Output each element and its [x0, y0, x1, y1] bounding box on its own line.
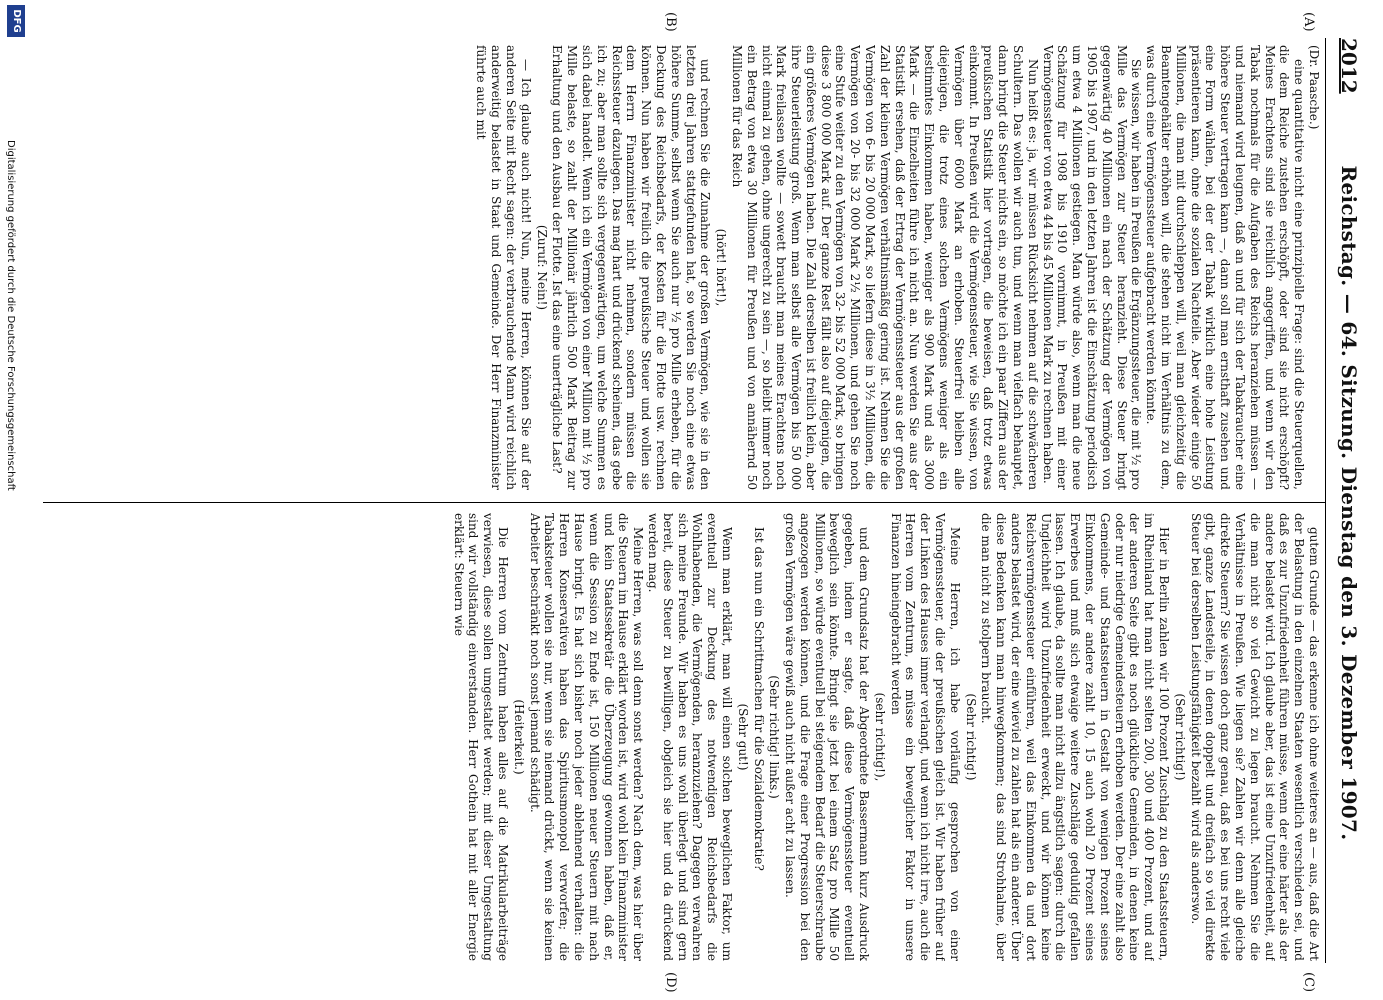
paragraph: Die Herren vom Zentrum haben alles auf die Matrikularbeiträge verwiesen, diese sollen umgestaltet werden; mit dieser Umgestaltung sind wir vollständig einverstanden. Herr Gothein hat mit aller Energie erklärt: Steuern wie — [451, 513, 510, 961]
left-column — [46, 45, 1321, 490]
interjection: (Sehr gut!) — [735, 703, 750, 771]
interjection: (Zuruf: Nein!) — [534, 224, 549, 311]
right-column — [46, 513, 1321, 961]
interjection: (Sehr richtig! links.) — [767, 675, 782, 799]
paragraph: Hier in Berlin zahlen wir 100 Prozent Zuschlag zu den Staatssteuern, im Rheinland hat man nicht selten 200, 300 und 400 Prozent, und auf der anderen Seite gibt es noch glückliche Gemeinden, in denen keine oder nur niedrige Gemeindesteuern erhoben werden. Der eine zahlt also Gemeinde- und Staatssteuern in Gestalt von wenigen Prozent seines Einkommens, der andere zahlt 10, 15 auch wohl 20 Prozent seines Erwerbes und muß sich etwaige weitere Zuschläge geduldig gefallen lassen. Ich glaube, da sollte man nicht allzu ängstlich sagen: durch die Ungleichheit wird Unzufriedenheit erweckt, und wir können keine Reichsvermögenssteuer einführen, weil das Einkommen da und dort anders belastet wird, der eine wieviel zu zahlen hat als ein anderer. Über diese Bedenken kann man hinwegkommen; das sind Strohhalme, über die man nicht zu stolpern braucht. — [979, 513, 1172, 961]
paragraph: Meine Herren, ich habe vorläufig gesprochen von einer Vermögenssteuer, die der preußischen gleich ist. Wir haben früher auf der Linken des Hauses immer verlangt, und wenn ich nicht irre, auch die Herren vom Zentrum, es müsse ein beweglicher Faktor in unsere Finanzen hineingebracht werden — [888, 513, 962, 961]
paragraph: eine quantitative nicht eine prinzipielle Frage: sind die Steuerquellen, die dem Reiche zustehen erschöpft, oder sind sie nicht erschöpft? Meines Erachtens sind sie reichlich angegriffen, und wenn wir den Tabak nochmals für die Aufgaben des Reichs heranziehen müssen — und niemand wird leugnen, daß an und für sich der Tabakraucher eine höhere Steuer vertragen kann —, dann soll man ernsthaft zusehen und eine Form wählen, bei der der Tabak wirklich eine hohe Leistung präsentieren kann, ohne die sozialen Nachteile. Aber wieder einige 50 Millionen, die man mit durchschleppen will, weil man gleichzeitig die Beamtengehälter erhöhen will, die stehen nicht im Verhältnis zu dem, was durch eine Vermögenssteuer aufgebracht werden könnte. — [1144, 45, 1307, 490]
paragraph: Sie wissen, wir haben in Preußen die Ergänzungssteuer, die mit ½ pro Mille das Vermögen zur Steuer heranzieht. Diese Steuer bringt gegenwärtig 40 Millionen ein nach der Schätzung der Vermögen von 1905 bis 1907, und in den letzten Jahren ist die Einschätzung periodisch um etwa 4 Millionen gestiegen. Man würde also, wenn man die neue Schätzung für 1908 bis 1910 vornimmt, in Preußen mit einer Vermögenssteuer von etwa 44 bis 45 Millionen Mark zu rechnen haben. — [1040, 45, 1144, 490]
interjection: (Sehr richtig!) — [1172, 693, 1187, 781]
interjection: (sehr richtig!), — [872, 692, 887, 782]
dfg-logo: DFG — [7, 5, 25, 37]
page-header — [1333, 38, 1363, 968]
margin-marker-d: (D) — [663, 972, 678, 993]
paragraph: Meine Herren, was soll denn sonst werden? Nach dem, was hier über die Steuern im Hause erklärt worden ist, wird wohl kein Finanzminister und kein Staatssekretär die Überzeugung gewonnen haben, daß er, wenn die Session zu Ende ist, 150 Millionen neuer Steuern mit nach Hause bringt. Es hat sich bisher noch jeder ablehnend verhalten: die Herren Konservativen haben das Spiritusmonopol verworfen; die Tabaksteuer wollen sie nur, wenn sie niemand drückt, wenn sie keinen Arbeiter beschränkt noch sonst jemand schädigt. — [527, 513, 646, 961]
page-title: Reichstag. — 64. Sitzung. Dienstag den 3. Dezember 1907. — [1337, 165, 1361, 841]
margin-marker-a: (A) — [1301, 12, 1316, 32]
page-number: 2012 — [1337, 38, 1361, 94]
margin-marker-c: (C) — [1301, 972, 1316, 993]
margin-marker-b: (B) — [663, 12, 678, 32]
paragraph: Nun heißt es: ja, wir müssen Rücksicht nehmen auf die schwächeren Schultern. Das wollen wir auch tun, und wenn man vielfach behauptet, dann bringt die Steuer nichts ein, so möchte ich ein paar Ziffern aus der preußischen Statistik hier vortragen, die beweisen, daß trotz etwas einkommt. In Preußen wird die Vermögenssteuer, wie Sie wissen, von Vermögen über 6000 Mark an erhoben. Steuerfrei bleiben alle diejenigen, die trotz eines solchen Vermögens weniger als ein bestimmtes Einkommen haben, weniger als 900 Mark und als 3000 Mark — die Einzelheiten führe ich nicht an. Nun werden Sie aus der Statistik ersehen, daß der Ertrag der Vermögenssteuer aus der großen Zahl der kleinen Vermögen verhältnismäßig gering ist. Nehmen Sie die Vermögen von 6- bis 20 000 Mark, so liefern diese in 3½ Millionen, die Vermögen von 20- bis 32 000 Mark 2½ Millionen, und gehen Sie noch eine Stufe weiter zu den Vermögen von 32- bis 52 000 Mark, so bringen diese 3 800 000 Mark auf. Der ganze Rest fällt also auf diejenigen, die ein größeres Vermögen haben. Die Zahl derselben ist freilich klein, aber ihre Steuerleistung groß. Wenn man selbst alle Vermögen bis 50 000 Mark freilassen wollte — sowett braucht man meines Erachtens noch nicht einmal zu gehen, ohne ungerecht zu sein —, so bleibt immer noch ein Betrag von etwa 30 Millionen für Preußen und von annähernd 50 Millionen für das Reich — [729, 45, 1040, 490]
paragraph: gutem Grunde — das erkenne ich ohne weiteres an — aus, daß die Art der Belastung in den einzelnen Staaten wesentlich verschieden sei, und daß es zur Unzufriedenheit führen müsse, wenn der eine härter als der andere belastet wird. Ich glaube aber, das ist eine Unzufriedenheit, auf die man nicht so viel Gewicht zu legen braucht. Nehmen Sie die Verhältnisse in Preußen. Wie liegen sie? Zahlen wir denn alle gleiche direkte Steuern? Sie wissen doch ganz genau, daß es bei uns recht viele gibt, ganze Landesteile, in denen doppelt und dreifach so viel direkte Steuer bei derselben Leistungsfähigkeit bezahlt wird als anderswo. — [1188, 513, 1321, 961]
column-divider — [43, 502, 1326, 503]
paragraph: Wenn man erklärt, man will einen solchen beweglichen Faktor, um eventuell zur Deckung des notwendigen Reichsbedarfs die Wohlhabenden, die Vermögenden, heranzuziehen? Dagegen verwahren sich meine Freunde. Wir haben es uns wohl überlegt und sind gern bereit, diese Steuer zu bewilligen, obgleich sie hier und da drückend werden mag. — [645, 513, 734, 961]
interjection: (Sehr richtig!) — [963, 693, 978, 781]
paragraph: Ist das nun ein Schrittmachen für die Sozialdemokratie? — [751, 527, 766, 871]
interjection: (Heiterkeit.) — [511, 699, 526, 775]
speaker-label: (Dr. Paasche.) — [1307, 45, 1321, 130]
credit-text: Digitalisierung gefördert durch die Deutsche Forschungsgemeinschaft — [5, 140, 16, 491]
paragraph: — Ich glaube auch nicht! Nun, meine Herren, können Sie auf der anderen Seite mit Recht sagen: der verbrauchende Mann wird reichlich anderweitig belastet in Staat und Gemeinde. Der Herr Finanzminister führte auch mit — [474, 45, 533, 490]
paragraph: und dem Grundsatz hat der Abgeordnete Bassermann kurz Ausdruck gegeben, indem er sagte, daß diese Vermögenssteuer eventuell beweglich sein könnte. Bringt sie jetzt bei einem Satz pro Mille 50 Millionen, so würde eventuell bei steigendem Bedarf die Steuerschraube angezogen werden können, und die Frage einer Progression bei den großen Vermögen wäre gewiß auch nicht außer acht zu lassen. — [783, 513, 872, 961]
interjection: (hört! hört!), — [714, 228, 729, 307]
header-rule — [1325, 38, 1326, 963]
paragraph: und rechnen Sie die Zunahme der großen Vermögen, wie sie in den letzten drei Jahren stattgefunden hat, so werden Sie noch eine etwas höhere Summe, selbst wenn Sie auch nur ½ pro Mille erheben, für die Deckung des Reichsbedarfs, der Kosten für die Flotte usw. rechnen können. Nun haben wir freilich die preußische Steuer und wollen sie dem Herrn Finanzminister nicht nehmen, sondern müssen die Reichssteuer dazulegen. Das mag hart und drückend scheinen, das gebe ich zu; aber man sollte sich vergegenwärtigen, um welche Summen es sich dabei handelt. Wenn ich ein Vermögen von einer Million mit ½ pro Mille belaste, so zahlt der Millionär jährlich 500 Mark Beitrag zur Erhaltung und den Ausbau der Flotte. Ist das eine unerträgliche Last? — [550, 45, 713, 490]
